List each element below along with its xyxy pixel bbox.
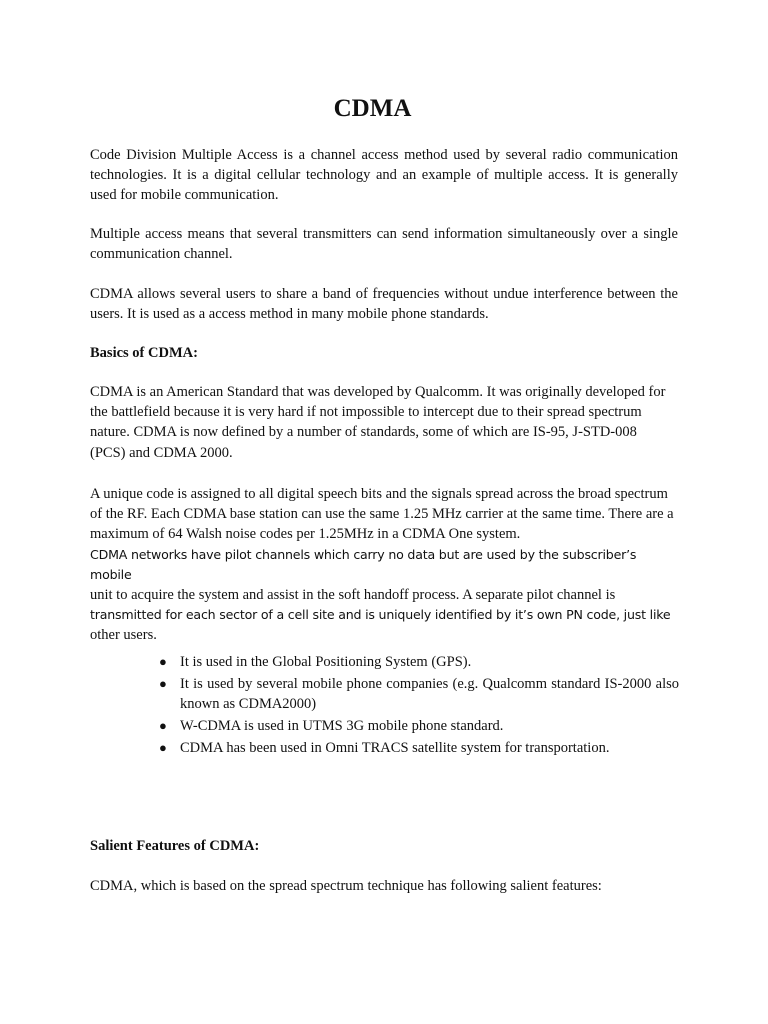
basics-paragraph-2-line-transmitted: transmitted for each sector of a cell site and is uniquely identified by it’s own PN code, just like <box>90 607 671 623</box>
intro-paragraph-3: CDMA allows several users to share a band of frequencies without undue interference between the users. It is used as a access method in many mobile phone standards. <box>90 286 678 323</box>
intro-paragraph-1: Code Division Multiple Access is a channel access method used by several radio communication technologies. It is a digital cellular technology and an example of multiple access. It is generally used for mobile communication. <box>90 147 678 204</box>
list-item-text: CDMA has been used in Omni TRACS satellite system for transportation. <box>180 740 610 757</box>
basics-paragraph-2-line-other: other users. <box>90 627 157 644</box>
list-item <box>155 716 679 736</box>
basics-paragraph-1: CDMA is an American Standard that was developed by Qualcomm. It was originally developed for the battlefield because it is very hard if not impossible to intercept due to their spread spectrum nature. CDMA is now defined by a number of standards, some of which are IS-95, J-STD-008 (PCS) and CDMA 2000. <box>90 384 666 461</box>
list-item-text: W-CDMA is used in UTMS 3G mobile phone standard. <box>180 718 504 735</box>
list-item <box>155 674 679 715</box>
bullet-icon: ● <box>159 654 167 669</box>
intro-paragraph-2: Multiple access means that several transmitters can send information simultaneously over a single communication channel. <box>90 226 678 263</box>
salient-paragraph-1: CDMA, which is based on the spread spectrum technique has following salient features: <box>90 878 602 894</box>
basics-paragraph-2-line-pilot: CDMA networks have pilot channels which carry no data but are used by the subscriber’s mobile <box>90 546 637 582</box>
page-title: CDMA <box>333 95 412 122</box>
list-item-text: It is used by several mobile phone companies (e.g. Qualcomm standard IS-2000 also known as CDMA2000) <box>180 675 679 713</box>
basics-paragraph-2 <box>90 484 674 646</box>
list-item <box>155 738 679 758</box>
bullet-icon: ● <box>159 675 167 691</box>
basics-heading: Basics of CDMA: <box>90 345 198 361</box>
basics-paragraph-2-line-unit: unit to acquire the system and assist in the soft handoff process. A separate pilot channel is <box>90 587 616 604</box>
basics-paragraph-2-text: A unique code is assigned to all digital speech bits and the signals spread across the broad spectrum of the RF. Each CDMA base station can use the same 1.25 MHz carrier at the same time. There are a maximum of 64 Walsh noise codes per 1.25MHz in a CDMA One system. <box>90 486 674 543</box>
bullet-icon: ● <box>159 740 167 756</box>
bullet-icon: ● <box>159 718 167 734</box>
list-item <box>155 652 679 672</box>
usage-bullet-list <box>155 652 679 760</box>
list-item-text: It is used in the Global Positioning System (GPS). <box>180 654 472 670</box>
salient-heading: Salient Features of CDMA: <box>90 838 260 854</box>
